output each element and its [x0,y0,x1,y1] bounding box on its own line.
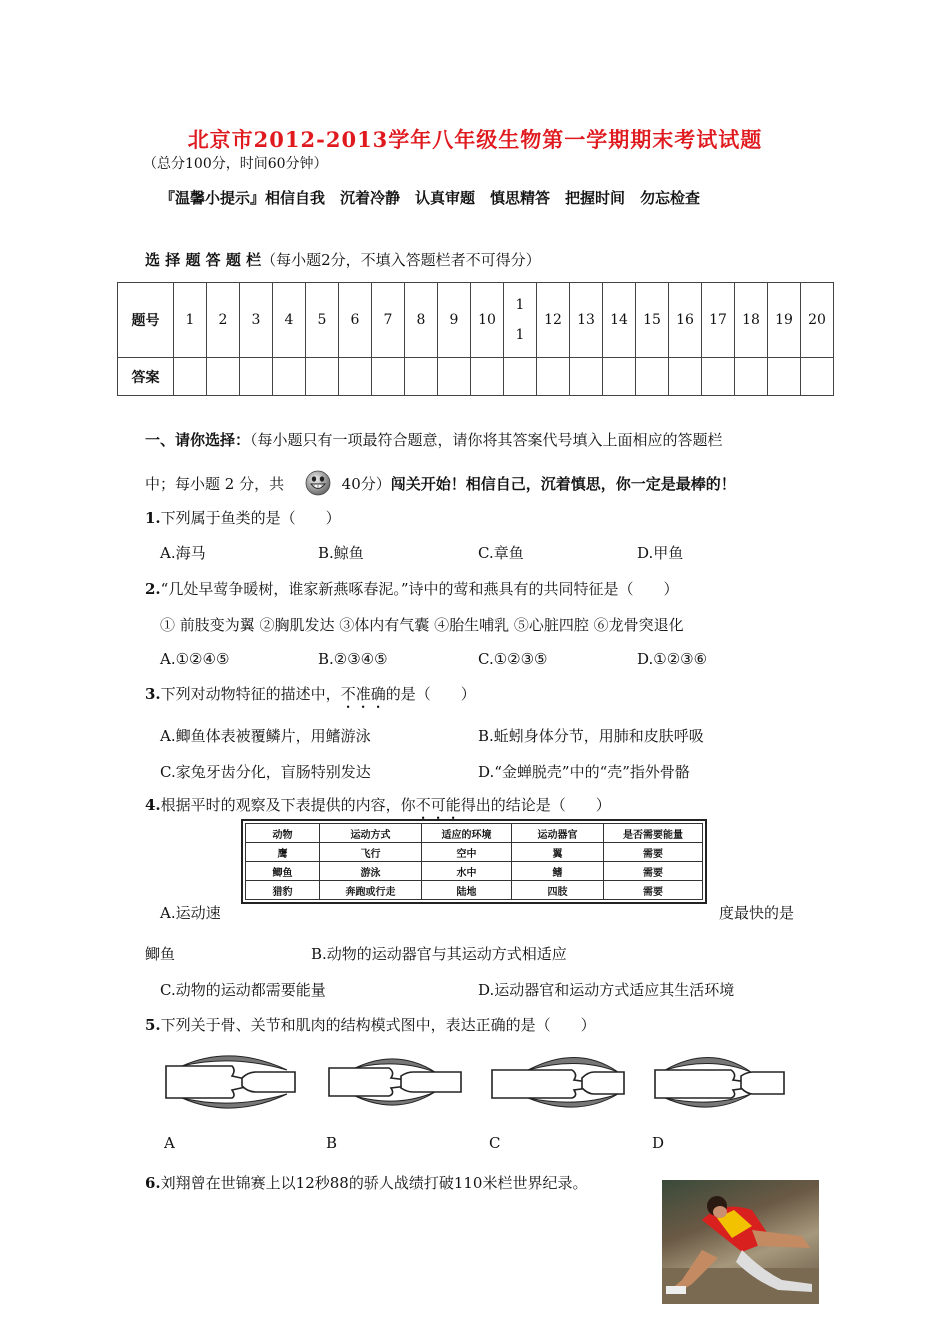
section-instructions-2: 中；每小题 2 分，共 [145,475,285,493]
joint-diagram-a [162,1046,299,1116]
section-instructions-line2 [145,470,736,500]
answer-cell[interactable] [603,358,636,396]
table-header: 是否需要能量 [604,824,703,843]
answer-cell[interactable] [306,358,339,396]
answer-cell[interactable] [405,358,438,396]
question-6 [145,1172,587,1193]
tips-text: 相信自我 沉着冷静 认真审题 慎思精答 把握时间 勿忘检查 [265,189,701,207]
question-number-label: 3. [145,685,161,703]
question-number-label: 6. [145,1174,161,1192]
answer-cell[interactable] [504,358,537,396]
section-title: 一、请你选择： [145,431,251,449]
table-cell: 需要 [604,862,703,881]
option-a: A.①②④⑤ [160,650,230,668]
answer-cell[interactable] [438,358,471,396]
table-row [246,843,703,862]
answer-cell[interactable] [273,358,306,396]
option-b: B.动物的运动器官与其运动方式相适应 [311,945,567,963]
option-b: B.鲸鱼 [318,544,364,562]
animal-movement-table [245,823,703,900]
question-number: 4 [273,283,306,358]
table-header-row [246,824,703,843]
tips-line [160,187,700,208]
question-text: 刘翔曾在世锦赛上以12秒88的骄人战绩打破110米栏世界纪录。 [160,1174,588,1192]
option-d: D.①②③⑥ [637,650,708,668]
question-number-label: 5. [145,1016,161,1034]
page-title: 北京市2012-2013学年八年级生物第一学期期末考试试题 [187,127,763,152]
option-b: B.②③④⑤ [318,650,388,668]
option-d: D.运动器官和运动方式适应其生活环境 [478,981,735,999]
question-number-label: 1. [145,509,161,527]
table-header: 适应的环境 [422,824,512,843]
diagram-label-d: D [652,1134,665,1152]
question-text: “几处早莺争暖树，谁家新燕啄春泥。”诗中的莺和燕具有的共同特征是（ ） [160,580,679,598]
answer-grid-caption-title: 选 择 题 答 题 栏 [145,251,262,269]
section-score: 40分） [341,475,391,493]
option-a-start: A.运动速 [160,904,221,922]
table-cell: 飞行 [320,843,422,862]
diagram-label-a: A [164,1134,175,1152]
option-a-middle: 度最快的是 [719,904,795,922]
question-number-11-top: 1 [515,297,525,313]
question-number: 8 [405,283,438,358]
table-cell: 陆地 [422,881,512,900]
question-number-label: 2. [145,580,161,598]
option-c: C.①②③⑤ [478,650,548,668]
table-row [246,862,703,881]
question-number-11 [504,283,537,358]
question-text: 下列属于鱼类的是（ ） [160,509,341,527]
option-a: A.海马 [160,544,206,562]
question-number: 2 [207,283,240,358]
question-number: 9 [438,283,471,358]
question-3 [145,683,476,712]
answer-cell[interactable] [471,358,504,396]
number-header: 题号 [118,283,174,358]
question-text: 下列对动物特征的描述中， [160,685,341,703]
question-number: 6 [339,283,372,358]
table-cell: 空中 [422,843,512,862]
answer-cell[interactable] [537,358,570,396]
question-number: 16 [669,283,702,358]
answer-cell[interactable] [240,358,273,396]
question-number: 13 [570,283,603,358]
question-number: 15 [636,283,669,358]
option-c: C.动物的运动都需要能量 [160,981,326,999]
hurdler-photo [662,1180,819,1304]
question-number: 3 [240,283,273,358]
answer-cell[interactable] [735,358,768,396]
table-cell: 猎豹 [246,881,320,900]
answer-cell[interactable] [636,358,669,396]
tips-label: 『温馨小提示』 [160,189,266,207]
question-number: 7 [372,283,405,358]
emphasis-text: 不准确 [340,685,386,703]
question-text: 下列关于骨、关节和肌肉的结构模式图中，表达正确的是（ ） [160,1016,596,1034]
table-cell: 游泳 [320,862,422,881]
question-2-items: ① 前肢变为翼 ②胸肌发达 ③体内有气囊 ④胎生哺乳 ⑤心脏四腔 ⑥龙骨突退化 [160,616,684,634]
answer-cell[interactable] [207,358,240,396]
answer-grid-number-row [118,283,834,358]
question-number: 5 [306,283,339,358]
answer-grid-answer-row [118,358,834,396]
table-row [246,881,703,900]
diagram-label-c: C [489,1134,501,1152]
joint-diagram-b [325,1046,465,1116]
exam-info: （总分100分，时间60分钟） [143,156,328,172]
table-header: 动物 [246,824,320,843]
question-text-end: 得出的结论是（ ） [460,796,611,814]
question-5 [145,1014,596,1035]
answer-cell[interactable] [768,358,801,396]
option-a: A.鲫鱼体表被覆鳞片，用鳍游泳 [160,727,371,745]
diagram-label-b: B [326,1134,338,1152]
question-2 [145,578,679,599]
question-text-end: 的是（ ） [385,685,476,703]
question-number-label: 4. [145,796,161,814]
answer-cell[interactable] [702,358,735,396]
question-4 [145,794,611,823]
question-number: 1 [174,283,207,358]
joint-diagram-d [651,1046,788,1116]
section-heading [145,429,723,450]
question-1 [145,507,341,528]
table-header: 运动方式 [320,824,422,843]
answer-cell[interactable] [669,358,702,396]
option-c: C.章鱼 [478,544,524,562]
answer-grid [117,282,834,396]
option-d: D.甲鱼 [637,544,684,562]
section-instructions-1: （每小题只有一项最符合题意，请你将其答案代号填入上面相应的答题栏 [250,431,723,449]
question-number: 12 [537,283,570,358]
table-cell: 需要 [604,843,703,862]
option-d: D.“金蝉脱壳”中的“壳”指外骨骼 [478,763,690,781]
table-cell: 奔跑或行走 [320,881,422,900]
question-number: 17 [702,283,735,358]
answer-header: 答案 [118,358,174,396]
table-cell: 鲫鱼 [246,862,320,881]
option-c: C.家兔牙齿分化，盲肠特别发达 [160,763,371,781]
answer-cell[interactable] [801,358,834,396]
section-motto: 闯关开始！相信自己，沉着慎思，你一定是最棒的！ [390,475,736,493]
table-cell: 鹰 [246,843,320,862]
table-cell: 水中 [422,862,512,881]
table-cell: 翼 [512,843,604,862]
answer-cell[interactable] [174,358,207,396]
option-a-end: 鲫鱼 [145,945,176,963]
question-number: 14 [603,283,636,358]
question-number: 18 [735,283,768,358]
table-cell: 四肢 [512,881,604,900]
emphasis-text: 不可能 [415,796,461,814]
answer-grid-caption [145,249,541,270]
answer-cell[interactable] [570,358,603,396]
joint-diagram-c [488,1046,628,1116]
answer-grid-caption-note: （每小题2分，不填入答题栏者不可得分） [261,251,541,269]
question-number: 10 [471,283,504,358]
question-number-11-bottom: 1 [515,327,525,343]
answer-cell[interactable] [339,358,372,396]
question-text: 根据平时的观察及下表提供的内容，你 [160,796,416,814]
option-b: B.蚯蚓身体分节，用肺和皮肤呼吸 [478,727,704,745]
table-cell: 需要 [604,881,703,900]
answer-cell[interactable] [372,358,405,396]
smiley-icon [305,470,331,500]
question-number: 19 [768,283,801,358]
table-header: 运动器官 [512,824,604,843]
table-cell: 鳍 [512,862,604,881]
question-number: 20 [801,283,834,358]
